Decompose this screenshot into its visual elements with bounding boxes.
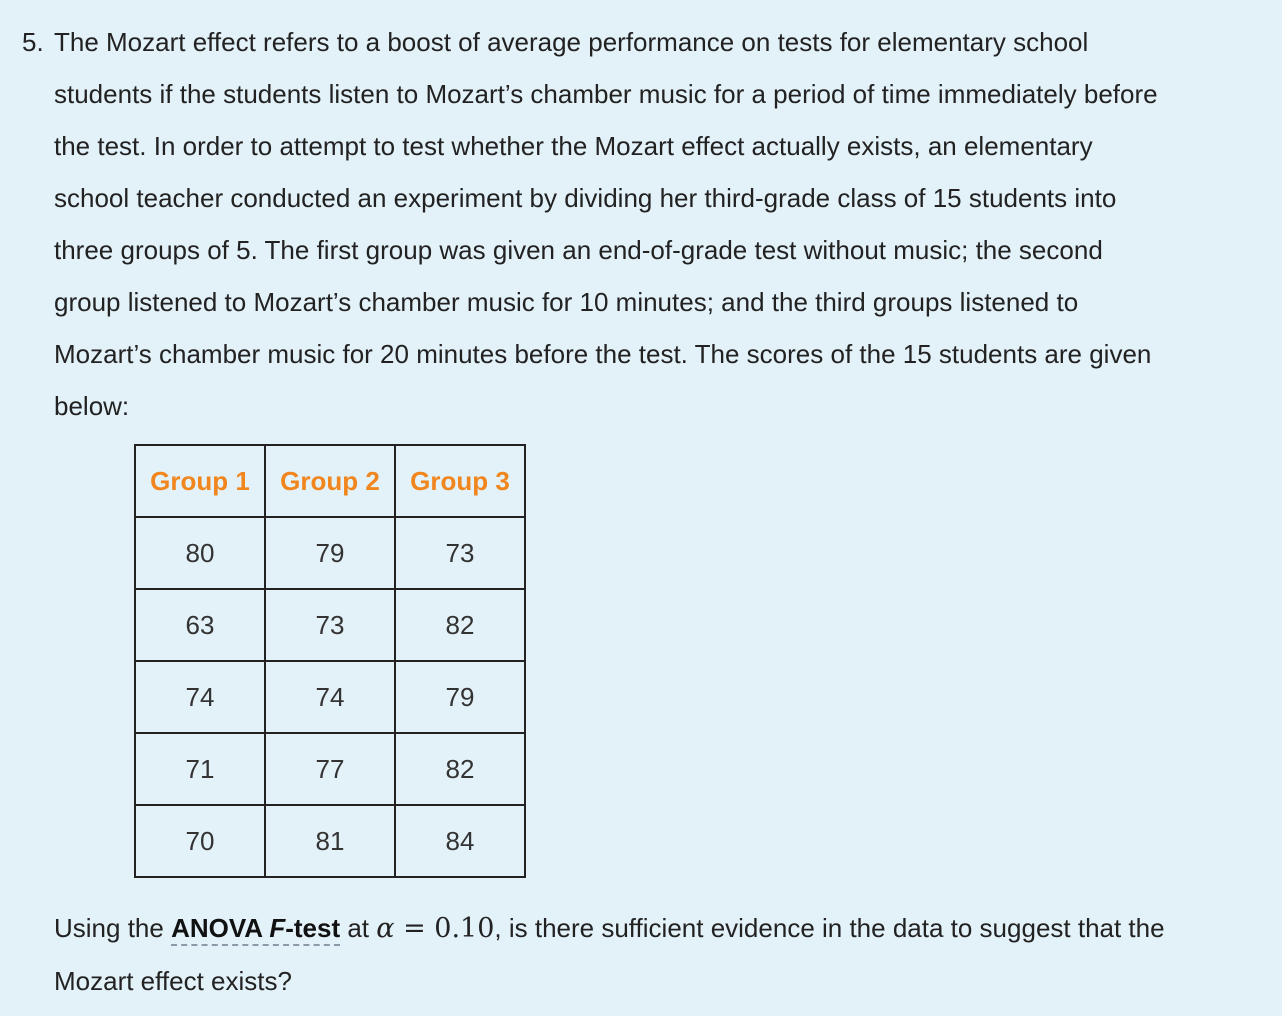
- question-number: 5.: [22, 27, 44, 57]
- column-header-group-3: Group 3: [395, 445, 525, 517]
- scores-table: [134, 444, 526, 878]
- table-cell: 81: [265, 805, 395, 877]
- table-row: [135, 805, 525, 877]
- prompt-line-1: Using the ANOVA F-test at α = 0.10, is there sufficient evidence in the data to suggest that the: [54, 913, 1165, 944]
- question-line: below:: [54, 391, 130, 421]
- table-cell: 80: [135, 517, 265, 589]
- anova-f-test-term-link[interactable]: ANOVA F-test: [171, 913, 340, 946]
- question-line: three groups of 5. The first group was given an end-of-grade test without music; the second: [54, 235, 1103, 265]
- table-cell: 71: [135, 733, 265, 805]
- question-line: group listened to Mozart’s chamber music for 10 minutes; and the third groups listened to: [54, 287, 1079, 317]
- question-line: school teacher conducted an experiment by dividing her third-grade class of 15 students into: [54, 183, 1117, 213]
- question-line: students if the students listen to Mozart’s chamber music for a period of time immediately before: [54, 79, 1158, 109]
- table-cell: 70: [135, 805, 265, 877]
- table-cell: 79: [265, 517, 395, 589]
- table-cell: 82: [395, 733, 525, 805]
- table-cell: 77: [265, 733, 395, 805]
- question-line: Mozart’s chamber music for 20 minutes before the test. The scores of the 15 students are given: [54, 339, 1152, 369]
- table-cell: 73: [265, 589, 395, 661]
- question-text: [22, 16, 1272, 432]
- table-cell: 73: [395, 517, 525, 589]
- table-cell: 63: [135, 589, 265, 661]
- table-header-row: [135, 445, 525, 517]
- table-row: [135, 733, 525, 805]
- table-cell: 79: [395, 661, 525, 733]
- prompt-text: [54, 902, 1274, 1007]
- column-header-group-1: Group 1: [135, 445, 265, 517]
- table-row: [135, 589, 525, 661]
- question-line: the test. In order to attempt to test whether the Mozart effect actually exists, an elementary: [54, 131, 1093, 161]
- table-row: [135, 661, 525, 733]
- table-cell: 74: [135, 661, 265, 733]
- table-row: [135, 517, 525, 589]
- column-header-group-2: Group 2: [265, 445, 395, 517]
- table-cell: 84: [395, 805, 525, 877]
- alpha-equation: α = 0.10: [376, 913, 495, 944]
- table-cell: 74: [265, 661, 395, 733]
- question-line: 5. The Mozart effect refers to a boost of average performance on tests for elementary school: [22, 16, 1272, 68]
- table-cell: 82: [395, 589, 525, 661]
- prompt-line-2: Mozart effect exists?: [54, 966, 292, 996]
